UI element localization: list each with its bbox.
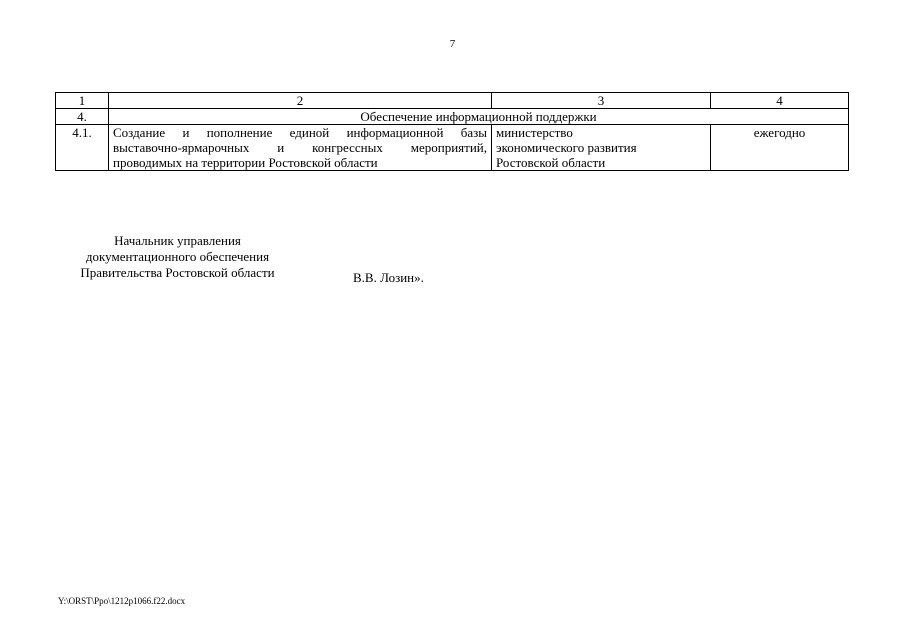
description-line: выставочно-ярмарочных и конгрессных мероприятий, (113, 140, 487, 155)
section-title: Обеспечение информационной поддержки (109, 109, 849, 125)
post-line: Правительства Ростовской области (80, 265, 275, 280)
header-col-1: 1 (56, 93, 109, 109)
section-number: 4. (56, 109, 109, 125)
description-line: Создание и пополнение единой информационной базы (113, 125, 487, 140)
table-row (56, 125, 849, 171)
header-col-3: 3 (492, 93, 711, 109)
post-line: Начальник управления (114, 233, 241, 248)
signatory-name: В.В. Лозин». (353, 270, 424, 285)
table-header-row (56, 93, 849, 109)
file-path-footer: Y:\ORST\Ppo\1212p1066.f22.docx (58, 596, 186, 606)
executor-line: экономического развития (496, 140, 637, 155)
signature-post (55, 233, 300, 281)
page-number: 7 (449, 38, 456, 50)
post-line: документационного обеспечения (85, 249, 270, 264)
executor-line: министерство (496, 125, 573, 140)
header-col-4: 4 (711, 93, 849, 109)
row-term: ежегодно (711, 125, 849, 171)
plan-table (55, 92, 849, 171)
row-description (109, 125, 492, 171)
row-number: 4.1. (56, 125, 109, 171)
section-row (56, 109, 849, 125)
description-line: проводимых на территории Ростовской области (113, 155, 378, 170)
header-col-2: 2 (109, 93, 492, 109)
row-executor (492, 125, 711, 171)
signature-block (55, 233, 424, 285)
executor-line: Ростовской области (496, 155, 606, 170)
